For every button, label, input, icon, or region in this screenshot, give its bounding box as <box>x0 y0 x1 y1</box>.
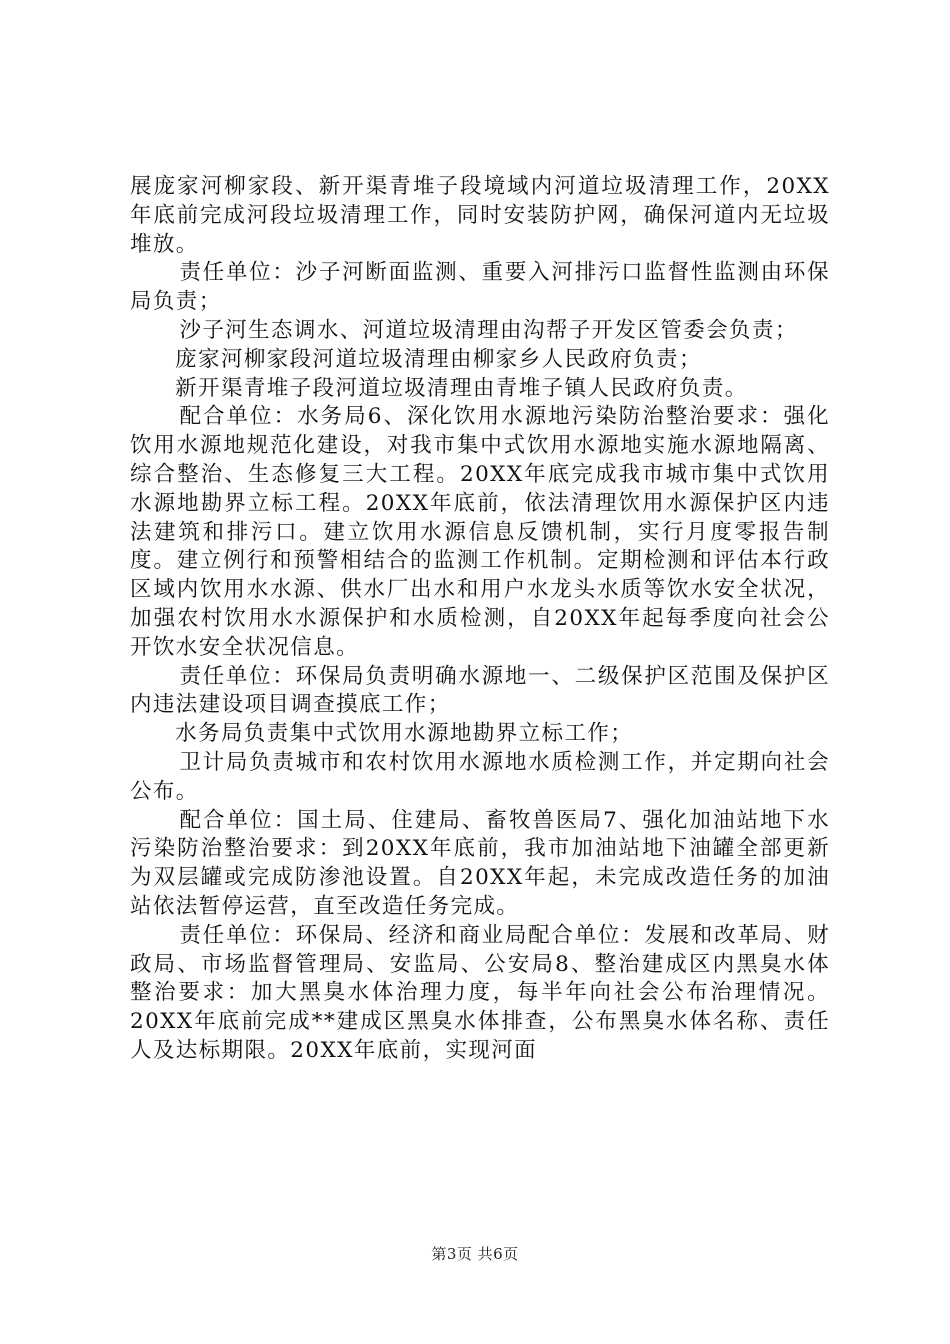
paragraph: 展庞家河柳家段、新开渠青堆子段境域内河道垃圾清理工作，20XX年底前完成河段垃圾清理工作，同时安装防护网，确保河道内无垃圾堆放。 <box>130 174 830 257</box>
paragraph: 责任单位：环保局、经济和商业局配合单位：发展和改革局、财政局、市场监督管理局、安监局、公安局8、整治建成区内黑臭水体整治要求：加大黑臭水体治理力度，每半年向社会公布治理情况。20XX年底前完成**建成区黑臭水体排查，公布黑臭水体名称、责任人及达标期限。20XX年底前，实现河面 <box>130 922 830 1063</box>
paragraph: 卫计局负责城市和农村饮用水源地水质检测工作，并定期向社会公布。 <box>130 749 830 804</box>
document-body <box>130 173 830 1066</box>
paragraph: 水务局负责集中式饮用水源地勘界立标工作； <box>175 721 634 747</box>
paragraph: 新开渠青堆子段河道垃圾清理由青堆子镇人民政府负责。 <box>175 375 748 401</box>
paragraph: 配合单位：国土局、住建局、畜牧兽医局7、强化加油站地下水污染防治整治要求：到20XX年底前，我市加油站地下油罐全部更新为双层罐或完成防渗池设置。自20XX年起，未完成改造任务的加油站依法暂停运营，直至改造任务完成。 <box>130 807 830 919</box>
paragraph: 责任单位：沙子河断面监测、重要入河排污口监督性监测由环保局负责； <box>130 260 830 315</box>
paragraph: 配合单位：水务局6、深化饮用水源地污染防治整治要求：强化饮用水源地规范化建设，对我市集中式饮用水源地实施水源地隔离、综合整治、生态修复三大工程。20XX年底完成我市城市集中式饮用水源地勘界立标工程。20XX年底前，依法清理饮用水源保护区内违法建筑和排污口。建立饮用水源信息反馈机制，实行月度零报告制度。建立例行和预警相结合的监测工作机制。定期检测和评估本行政区域内饮用水水源、供水厂出水和用户水龙头水质等饮水安全状况，加强农村饮用水水源保护和水质检测，自20XX年起每季度向社会公开饮水安全状况信息。 <box>130 404 830 660</box>
page-number: 第3页 共6页 <box>431 1245 519 1263</box>
paragraph: 沙子河生态调水、河道垃圾清理由沟帮子开发区管委会负责； <box>179 317 798 343</box>
paragraph: 庞家河柳家段河道垃圾清理由柳家乡人民政府负责； <box>175 346 702 372</box>
paragraph: 责任单位：环保局负责明确水源地一、二级保护区范围及保护区内违法建设项目调查摸底工作； <box>130 663 830 718</box>
